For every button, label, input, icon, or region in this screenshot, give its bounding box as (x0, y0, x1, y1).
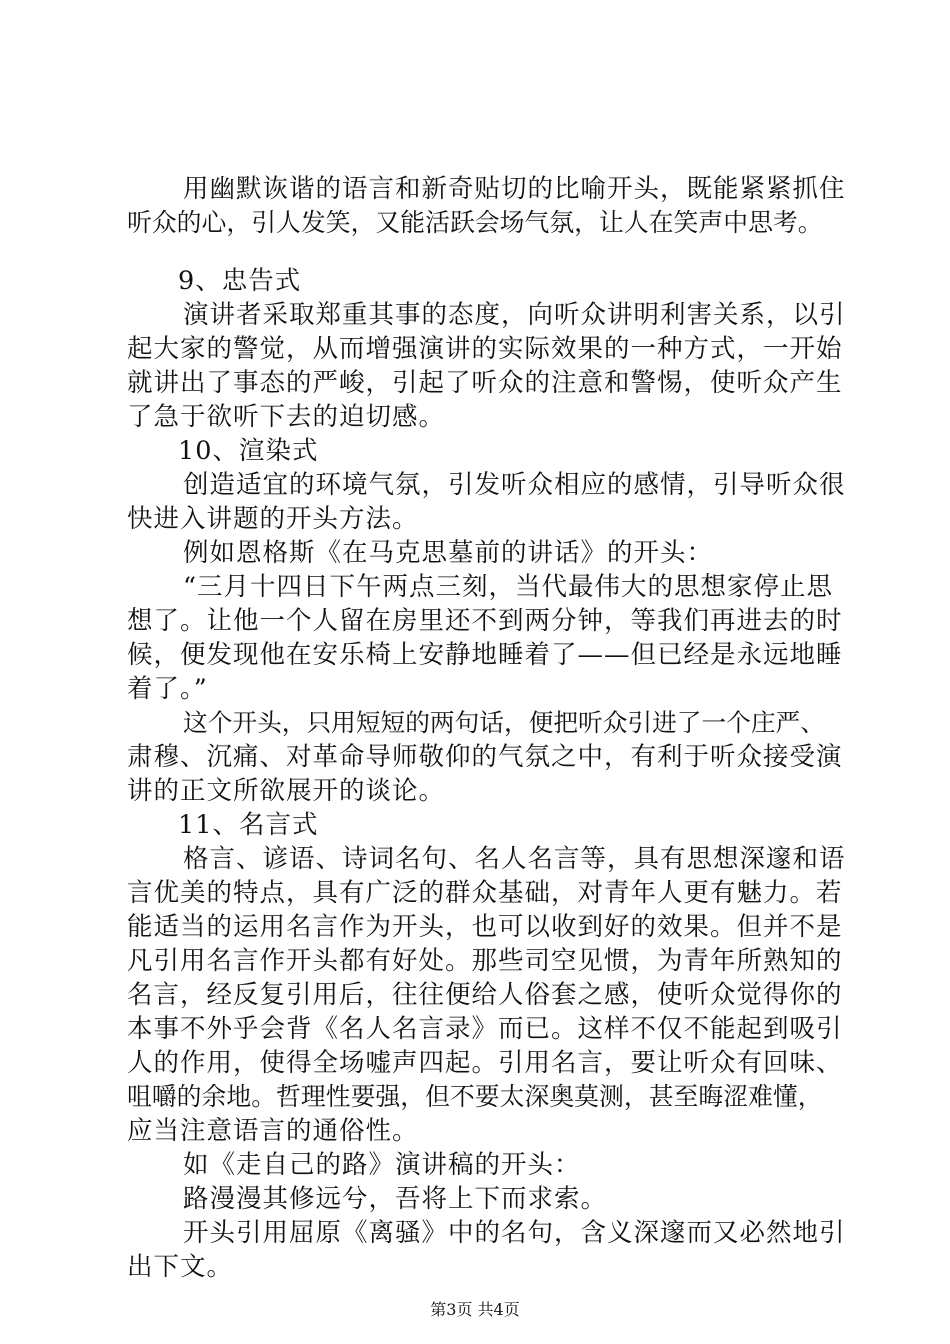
text-line: 能适当的运用名言作为开头，也可以收到好的效果。但并不是 (127, 912, 843, 942)
section-heading: 11、名言式 (178, 810, 319, 840)
text-line: 凡引用名言作开头都有好处。那些司空见惯，为青年所熟知的 (127, 946, 843, 976)
text-line: 例如恩格斯《在马克思墓前的讲话》的开头： (183, 538, 714, 568)
text-line: 肃穆、沉痛、对革命导师敬仰的气氛之中，有利于听众接受演 (127, 742, 843, 772)
text-line: 出下文。 (127, 1252, 234, 1282)
text-line: 演讲者采取郑重其事的态度，向听众讲明利害关系，以引 (183, 300, 846, 330)
section-heading: 10、渲染式 (178, 436, 319, 466)
text-line: 本事不外乎会背《名人名言录》而已。这样不仅不能起到吸引 (127, 1014, 843, 1044)
text-line: 听众的心，引人发笑，又能活跃会场气氛，让人在笑声中思考。 (127, 208, 823, 237)
text-line: 创造适宜的环境气氛，引发听众相应的感情，引导听众很 (183, 470, 846, 500)
text-line: 这个开头，只用短短的两句话，便把听众引进了一个庄严、 (183, 708, 825, 737)
text-line: 应当注意语言的通俗性。 (127, 1116, 419, 1146)
text-line: 开头引用屈原《离骚》中的名句，含义深邃而又必然地引 (183, 1218, 846, 1248)
text-line: 名言，经反复引用后，往往便给人俗套之感，使听众觉得你的 (127, 980, 843, 1010)
quote-line: 着了。” (127, 674, 208, 704)
text-line: 格言、谚语、诗词名句、名人名言等，具有思想深邃和语 (183, 844, 846, 874)
text-line: 快进入讲题的开头方法。 (127, 504, 419, 534)
text-line: 讲的正文所欲展开的谈论。 (127, 776, 446, 806)
section-heading: 9、忠告式 (178, 266, 302, 296)
text-line: 就讲出了事态的严峻，引起了听众的注意和警惕，使听众产生 (127, 368, 843, 398)
quote-line: 想了。让他一个人留在房里还不到两分钟，等我们再进去的时 (127, 606, 843, 636)
page-number-footer: 第3页 共4页 (430, 1300, 520, 1319)
quote-line: 候，便发现他在安乐椅上安静地睡着了——但已经是永远地睡 (127, 640, 843, 670)
text-line: 言优美的特点，具有广泛的群众基础，对青年人更有魅力。若 (127, 878, 843, 908)
text-line: 起大家的警觉，从而增强演讲的实际效果的一种方式，一开始 (127, 334, 843, 364)
quote-line: 路漫漫其修远兮，吾将上下而求索。 (183, 1184, 608, 1214)
text-line: 如《走自己的路》演讲稿的开头： (183, 1150, 581, 1180)
quote-line: “三月十四日下午两点三刻，当代最伟大的思想家停止思 (183, 572, 834, 602)
text-line: 用幽默诙谐的语言和新奇贴切的比喻开头，既能紧紧抓住 (183, 174, 846, 204)
text-line: 人的作用，使得全场嘘声四起。引用名言，要让听众有回味、 (127, 1048, 843, 1078)
text-line: 了急于欲听下去的迫切感。 (127, 402, 446, 432)
text-line: 咀嚼的余地。哲理性要强，但不要太深奥莫测，甚至晦涩难懂， (127, 1082, 823, 1111)
